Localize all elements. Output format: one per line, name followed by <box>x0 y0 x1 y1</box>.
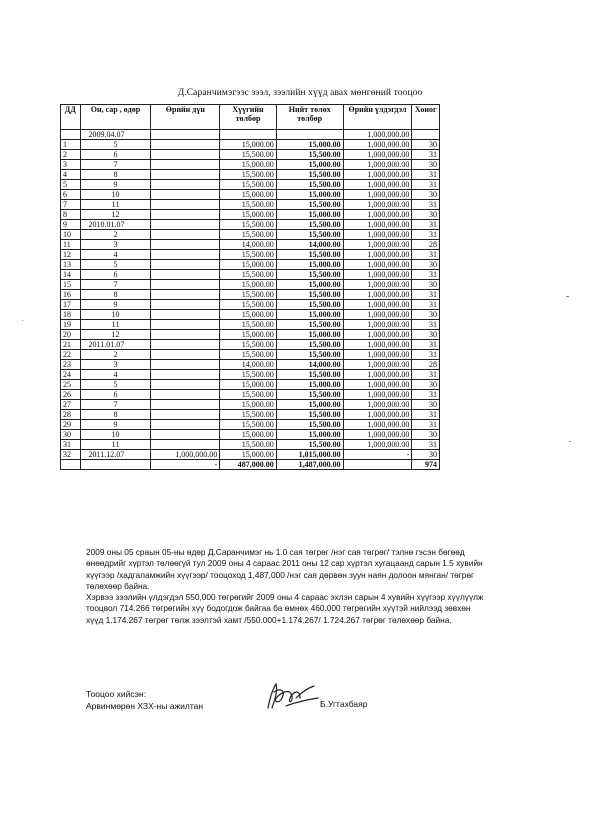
signature-label-line1: Тооцоо хийсэн: <box>86 689 147 699</box>
cell-total: 15,500.00 <box>276 200 343 210</box>
cell-total: 15,500.00 <box>276 370 343 380</box>
cell-interest: 14,000.00 <box>220 240 277 250</box>
cell-no: 2 <box>61 150 81 160</box>
cell-interest: 15,500.00 <box>220 230 277 240</box>
cell-no: 9 <box>61 220 81 230</box>
cell-no: 3 <box>61 160 81 170</box>
cell-interest: 15,500.00 <box>220 200 277 210</box>
cell-no: 26 <box>61 390 81 400</box>
table-row <box>61 190 440 200</box>
cell-balance: 1,000,000.00 <box>343 230 412 240</box>
cell-date: 2 <box>80 350 151 360</box>
cell-debt <box>151 230 220 240</box>
cell-interest: 15,500.00 <box>220 250 277 260</box>
cell-balance: 1,000,000.00 <box>343 160 412 170</box>
cell-days: 30 <box>412 190 440 200</box>
header-total: Нийт төлөх төлбөр <box>276 105 343 130</box>
cell-no: 28 <box>61 410 81 420</box>
cell-interest: 14,000.00 <box>220 360 277 370</box>
header-debt: Өрийн дүн <box>151 105 220 130</box>
cell-balance: 1,000,000.00 <box>343 420 412 430</box>
cell-no: 25 <box>61 380 81 390</box>
cell-debt <box>151 360 220 370</box>
cell-days: 31 <box>412 250 440 260</box>
cell-days: 31 <box>412 420 440 430</box>
cell-balance: - <box>343 450 412 460</box>
cell-total: 15,000.00 <box>276 380 343 390</box>
cell-interest: 15,500.00 <box>220 290 277 300</box>
cell-debt <box>151 380 220 390</box>
cell-total: 15,000.00 <box>276 280 343 290</box>
cell-balance: 1,000,000.00 <box>343 180 412 190</box>
cell-no: 16 <box>61 290 81 300</box>
table-row <box>61 230 440 240</box>
cell-total: 15,500.00 <box>276 390 343 400</box>
table-row <box>61 420 440 430</box>
cell-date: 6 <box>80 270 151 280</box>
cell-balance: 1,000,000.00 <box>343 240 412 250</box>
cell-total: 15,500.00 <box>276 410 343 420</box>
cell-total: 15,000.00 <box>276 260 343 270</box>
table-row <box>61 440 440 450</box>
cell-days: 28 <box>412 360 440 370</box>
signature-label <box>86 688 203 712</box>
cell-date: 2009.04.07 <box>80 130 151 140</box>
cell-date: 10 <box>80 190 151 200</box>
cell-balance: 1,000,000.00 <box>343 220 412 230</box>
cell-total: 14,000.00 <box>276 360 343 370</box>
signer-name: Б.Угтахбаяр <box>320 699 368 709</box>
scan-speck <box>569 441 571 442</box>
cell-total: 15,500.00 <box>276 440 343 450</box>
cell-interest: 15,500.00 <box>220 350 277 360</box>
loan-calculation-table <box>60 104 440 470</box>
cell-balance: 1,000,000.00 <box>343 340 412 350</box>
cell-interest: 15,000.00 <box>220 380 277 390</box>
cell-total <box>276 130 343 140</box>
cell-date: 6 <box>80 390 151 400</box>
cell-date: 3 <box>80 240 151 250</box>
cell-date: 4 <box>80 370 151 380</box>
table-row <box>61 260 440 270</box>
cell-total: 15,500.00 <box>276 300 343 310</box>
cell-days: 30 <box>412 160 440 170</box>
header-no: ДД <box>61 105 81 130</box>
cell-debt: 1,000,000.00 <box>151 450 220 460</box>
cell-total: 15,500.00 <box>276 350 343 360</box>
cell-total: 15,500.00 <box>276 220 343 230</box>
cell-date: 5 <box>80 380 151 390</box>
cell-interest: 15,000.00 <box>220 430 277 440</box>
cell-balance: 1,000,000.00 <box>343 210 412 220</box>
cell-no: 5 <box>61 180 81 190</box>
cell-date: 12 <box>80 210 151 220</box>
table-row <box>61 200 440 210</box>
cell-debt <box>151 370 220 380</box>
cell-date: 9 <box>80 420 151 430</box>
cell-balance: 1,000,000.00 <box>343 260 412 270</box>
cell-days: 31 <box>412 200 440 210</box>
cell-date: 8 <box>80 410 151 420</box>
cell-interest: 15,500.00 <box>220 270 277 280</box>
cell-interest: 15,000.00 <box>220 210 277 220</box>
cell-balance: 1,000,000.00 <box>343 390 412 400</box>
cell-interest: 15,000.00 <box>220 190 277 200</box>
table-row <box>61 360 440 370</box>
cell-debt <box>151 270 220 280</box>
cell-balance: 1,000,000.00 <box>343 140 412 150</box>
cell-total: 15,500.00 <box>276 270 343 280</box>
cell-balance: 1,000,000.00 <box>343 430 412 440</box>
cell-no: 12 <box>61 250 81 260</box>
cell-days: 30 <box>412 260 440 270</box>
cell-no: 10 <box>61 230 81 240</box>
cell-interest: 15,500.00 <box>220 300 277 310</box>
table-row <box>61 430 440 440</box>
cell-balance: 1,000,000.00 <box>343 350 412 360</box>
handwritten-signature <box>262 678 320 714</box>
cell-debt <box>151 330 220 340</box>
cell-debt <box>151 280 220 290</box>
cell-total: 15,500.00 <box>276 180 343 190</box>
cell-days: 31 <box>412 350 440 360</box>
cell-days: 31 <box>412 370 440 380</box>
cell-interest: 15,500.00 <box>220 180 277 190</box>
cell-total: 15,000.00 <box>276 430 343 440</box>
cell-debt <box>151 150 220 160</box>
cell-no: 6 <box>61 190 81 200</box>
cell-days <box>412 130 440 140</box>
cell-balance: 1,000,000.00 <box>343 320 412 330</box>
cell-days: 31 <box>412 410 440 420</box>
cell-interest: 15,500.00 <box>220 170 277 180</box>
table-row <box>61 270 440 280</box>
cell-debt <box>151 400 220 410</box>
cell-interest: 15,500.00 <box>220 420 277 430</box>
cell-balance: 1,000,000.00 <box>343 290 412 300</box>
cell-days: 30 <box>412 330 440 340</box>
table-row <box>61 330 440 340</box>
totals-row <box>61 460 440 470</box>
table-row <box>61 170 440 180</box>
table-row <box>61 250 440 260</box>
cell-balance: 1,000,000.00 <box>343 310 412 320</box>
signature-label-line2: Арвинмөрөн ХЗХ-ны ажилтан <box>86 701 204 711</box>
cell-date: 11 <box>80 320 151 330</box>
scan-speck <box>566 296 569 297</box>
cell-date: 8 <box>80 170 151 180</box>
cell-interest <box>220 130 277 140</box>
cell-days: 30 <box>412 310 440 320</box>
cell-interest: 15,500.00 <box>220 390 277 400</box>
cell-interest: 15,000.00 <box>220 330 277 340</box>
cell-days: 30 <box>412 140 440 150</box>
cell-debt <box>151 140 220 150</box>
cell-debt <box>151 340 220 350</box>
cell-no: 13 <box>61 260 81 270</box>
table-row <box>61 150 440 160</box>
table-row <box>61 160 440 170</box>
table-row <box>61 340 440 350</box>
header-balance: Өрийн үлдэгдэл <box>343 105 412 130</box>
cell-date: 12 <box>80 330 151 340</box>
cell-no: 30 <box>61 430 81 440</box>
cell-date: 7 <box>80 280 151 290</box>
cell-no: 14 <box>61 270 81 280</box>
cell-debt <box>151 200 220 210</box>
cell-no: 17 <box>61 300 81 310</box>
cell-total: 15,500.00 <box>276 290 343 300</box>
table-row <box>61 320 440 330</box>
cell-date <box>80 460 151 470</box>
cell-debt <box>151 190 220 200</box>
cell-balance: 1,000,000.00 <box>343 400 412 410</box>
cell-total: 15,000.00 <box>276 210 343 220</box>
cell-date: 10 <box>80 310 151 320</box>
table-row <box>61 410 440 420</box>
cell-no: 15 <box>61 280 81 290</box>
cell-days: 31 <box>412 230 440 240</box>
cell-date: 11 <box>80 200 151 210</box>
cell-no: 21 <box>61 340 81 350</box>
cell-no: 7 <box>61 200 81 210</box>
cell-no: 27 <box>61 400 81 410</box>
explanation-note <box>86 547 486 626</box>
table-row <box>61 380 440 390</box>
cell-no: 32 <box>61 450 81 460</box>
cell-days: 31 <box>412 390 440 400</box>
cell-interest: 15,500.00 <box>220 410 277 420</box>
totals-days: 974 <box>412 460 440 470</box>
scan-speck <box>22 320 23 321</box>
table-row <box>61 390 440 400</box>
cell-debt <box>151 310 220 320</box>
cell-interest: 15,500.00 <box>220 340 277 350</box>
page-title: Д.Саранчимэгээс зээл, зээлийн хүүд авах мөнгөний тооцоо <box>177 88 423 98</box>
cell-total: 15,500.00 <box>276 250 343 260</box>
cell-date: 11 <box>80 440 151 450</box>
cell-debt <box>151 440 220 450</box>
table-row <box>61 350 440 360</box>
cell-no: 4 <box>61 170 81 180</box>
cell-total: 14,000.00 <box>276 240 343 250</box>
cell-balance: 1,000,000.00 <box>343 280 412 290</box>
cell-balance: 1,000,000.00 <box>343 150 412 160</box>
cell-interest: 15,500.00 <box>220 220 277 230</box>
cell-debt <box>151 390 220 400</box>
cell-no <box>61 460 81 470</box>
totals-interest: 487,000.00 <box>220 460 277 470</box>
cell-no: 8 <box>61 210 81 220</box>
header-interest: Хүүгийн төлбөр <box>220 105 277 130</box>
table-row <box>61 310 440 320</box>
cell-days: 31 <box>412 270 440 280</box>
cell-days: 31 <box>412 170 440 180</box>
cell-debt <box>151 220 220 230</box>
cell-interest: 15,000.00 <box>220 160 277 170</box>
cell-total: 15,000.00 <box>276 310 343 320</box>
cell-date: 5 <box>80 260 151 270</box>
cell-date: 8 <box>80 290 151 300</box>
cell-total: 15,000.00 <box>276 140 343 150</box>
table-row <box>61 220 440 230</box>
table-row <box>61 450 440 460</box>
cell-total: 15,500.00 <box>276 170 343 180</box>
cell-interest: 15,500.00 <box>220 320 277 330</box>
table-row <box>61 280 440 290</box>
cell-balance: 1,000,000.00 <box>343 130 412 140</box>
cell-date: 9 <box>80 300 151 310</box>
cell-days: 31 <box>412 340 440 350</box>
cell-balance: 1,000,000.00 <box>343 410 412 420</box>
cell-interest: 15,000.00 <box>220 310 277 320</box>
cell-no: 1 <box>61 140 81 150</box>
table-row <box>61 370 440 380</box>
cell-debt <box>151 320 220 330</box>
cell-date: 7 <box>80 160 151 170</box>
cell-date: 2 <box>80 230 151 240</box>
cell-balance: 1,000,000.00 <box>343 250 412 260</box>
header-date: Он, сар , өдөр <box>80 105 151 130</box>
cell-interest: 15,500.00 <box>220 440 277 450</box>
cell-debt <box>151 180 220 190</box>
cell-days: 31 <box>412 290 440 300</box>
cell-total: 15,500.00 <box>276 340 343 350</box>
cell-debt <box>151 410 220 420</box>
cell-days: 30 <box>412 430 440 440</box>
cell-balance: 1,000,000.00 <box>343 200 412 210</box>
cell-total: 1,015,000.00 <box>276 450 343 460</box>
cell-date: 2010.01.07 <box>80 220 151 230</box>
cell-balance: 1,000,000.00 <box>343 440 412 450</box>
cell-debt <box>151 170 220 180</box>
cell-no: 23 <box>61 360 81 370</box>
table-header-row <box>61 105 440 130</box>
cell-date: 7 <box>80 400 151 410</box>
cell-no: 20 <box>61 330 81 340</box>
cell-no: 19 <box>61 320 81 330</box>
cell-debt <box>151 350 220 360</box>
cell-no: 22 <box>61 350 81 360</box>
cell-balance: 1,000,000.00 <box>343 170 412 180</box>
header-days: Хоног <box>412 105 440 130</box>
table-row <box>61 180 440 190</box>
cell-debt <box>151 130 220 140</box>
opening-row <box>61 130 440 140</box>
cell-debt <box>151 420 220 430</box>
cell-debt <box>151 240 220 250</box>
cell-debt <box>151 210 220 220</box>
cell-total: 15,000.00 <box>276 400 343 410</box>
cell-balance: 1,000,000.00 <box>343 370 412 380</box>
totals-total: 1,487,000.00 <box>276 460 343 470</box>
cell-interest: 15,000.00 <box>220 140 277 150</box>
cell-total: 15,500.00 <box>276 150 343 160</box>
cell-balance <box>343 460 412 470</box>
table-row <box>61 400 440 410</box>
cell-total: 15,500.00 <box>276 230 343 240</box>
cell-days: 31 <box>412 150 440 160</box>
cell-interest: 15,500.00 <box>220 370 277 380</box>
cell-balance: 1,000,000.00 <box>343 190 412 200</box>
cell-total: 15,000.00 <box>276 160 343 170</box>
cell-days: 30 <box>412 400 440 410</box>
cell-debt <box>151 290 220 300</box>
table-row <box>61 210 440 220</box>
cell-total: 15,000.00 <box>276 190 343 200</box>
cell-days: 30 <box>412 450 440 460</box>
table-row <box>61 140 440 150</box>
cell-balance: 1,000,000.00 <box>343 360 412 370</box>
cell-date: 3 <box>80 360 151 370</box>
cell-interest: 15,000.00 <box>220 450 277 460</box>
cell-no: 31 <box>61 440 81 450</box>
note-paragraph-2: Хэрвээ зээлийн үлдэгдэл 550,000 төгрөгийг 2009 оны 4 сараас эхлэн сарын 4 хувийн хүүгээр хүүлүүлж тооцвол 714.266 төгрөгийн хүү бодогдож байгаа ба өмнөх 460.000 төгрөгийн хүүтэй нийлээд зөвхөн хүүд 1.174.267 төгрөг төлж зээлтэй хамт /550.000+1.174.267/ 1.724.267 төгрөг төлөхөөр байна. <box>86 592 484 625</box>
cell-debt <box>151 430 220 440</box>
cell-date: 2011.12.07 <box>80 450 151 460</box>
cell-total: 15,500.00 <box>276 420 343 430</box>
cell-date: 9 <box>80 180 151 190</box>
cell-no <box>61 130 81 140</box>
cell-days: 31 <box>412 180 440 190</box>
cell-date: 4 <box>80 250 151 260</box>
table-row <box>61 300 440 310</box>
cell-interest: 15,000.00 <box>220 400 277 410</box>
table-row <box>61 290 440 300</box>
cell-date: 10 <box>80 430 151 440</box>
cell-no: 18 <box>61 310 81 320</box>
cell-no: 24 <box>61 370 81 380</box>
cell-interest: 15,500.00 <box>220 150 277 160</box>
cell-total: 15,500.00 <box>276 320 343 330</box>
cell-debt <box>151 250 220 260</box>
cell-days: 30 <box>412 380 440 390</box>
table-body <box>61 130 440 460</box>
cell-date: 2011.01.07 <box>80 340 151 350</box>
cell-no: 11 <box>61 240 81 250</box>
cell-days: 31 <box>412 320 440 330</box>
cell-balance: 1,000,000.00 <box>343 380 412 390</box>
cell-days: 31 <box>412 440 440 450</box>
cell-debt <box>151 260 220 270</box>
cell-days: 31 <box>412 220 440 230</box>
totals-dash: - <box>151 460 220 470</box>
cell-days: 28 <box>412 240 440 250</box>
cell-days: 31 <box>412 300 440 310</box>
cell-balance: 1,000,000.00 <box>343 330 412 340</box>
cell-no: 29 <box>61 420 81 430</box>
cell-debt <box>151 160 220 170</box>
table-row <box>61 240 440 250</box>
cell-date: 6 <box>80 150 151 160</box>
cell-interest: 15,000.00 <box>220 260 277 270</box>
cell-debt <box>151 300 220 310</box>
cell-interest: 15,000.00 <box>220 280 277 290</box>
cell-days: 30 <box>412 210 440 220</box>
cell-balance: 1,000,000.00 <box>343 270 412 280</box>
cell-date: 5 <box>80 140 151 150</box>
cell-total: 15,000.00 <box>276 330 343 340</box>
note-paragraph-1: 2009 оны 05 сраын 05-ны өдөр Д.Саранчимэг нь 1.0 сая төгрөг /нэг сая төгрөг/ тэлнө гэсэн бөгөөд өнөөдрийг хүртэл төлөөгүй тул 2009 оны 4 сараас 2011 оны 12 сар хүртэл хугацаанд сарын 1.5 хувийн хүүгээр /хадгаламжийн хүүгээр/ тооцоход 1,487,000 /нэг сая дөрвөн зуун наян долоон мянган/ төгрөг төлөхөөр байна. <box>86 547 483 591</box>
cell-balance: 1,000,000.00 <box>343 300 412 310</box>
cell-days: 30 <box>412 280 440 290</box>
